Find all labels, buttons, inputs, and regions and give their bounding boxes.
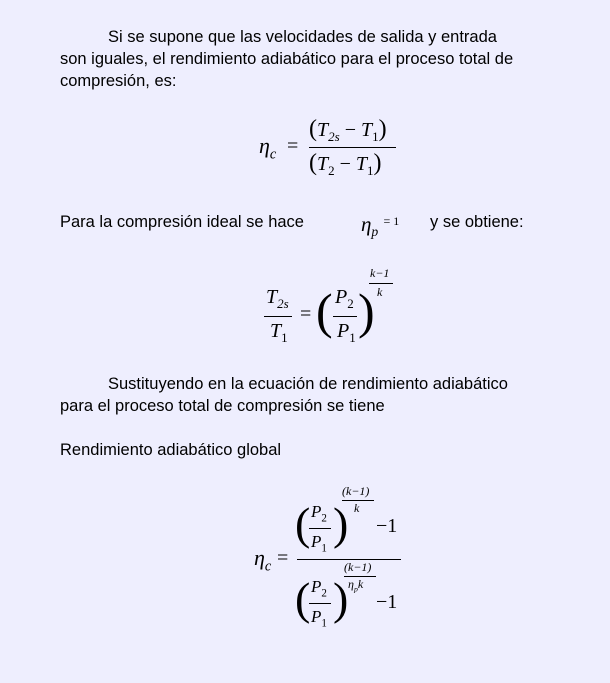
substitution-line-2: para el proceso total de compresión se tiene: [60, 397, 385, 415]
eq3-top-paren-open: (: [295, 498, 311, 549]
eta-symbol: η: [259, 133, 270, 158]
eta-symbol: η: [254, 545, 265, 570]
temp-subscript: 1: [281, 330, 288, 345]
temp-subscript: 1: [372, 129, 379, 144]
global-efficiency-heading: Rendimiento adiabático global: [60, 441, 282, 459]
pressure-symbol: P: [311, 577, 322, 596]
temp-subscript: 1: [367, 163, 374, 178]
eq1-lhs: [259, 133, 276, 163]
eq2-exponent-numerator: k−1: [370, 266, 390, 280]
eq2-lhs-fraction-bar: [264, 316, 292, 317]
temp-symbol: T: [270, 320, 282, 342]
eq3-top-denominator: [311, 532, 327, 554]
pressure-symbol: P: [311, 502, 322, 521]
eta-subscript: p: [371, 224, 379, 240]
eq3-top-fraction-bar: [309, 528, 331, 529]
substitution-paragraph: [60, 373, 600, 417]
pressure-subscript: 2: [321, 512, 327, 525]
temp-symbol: T: [317, 153, 329, 175]
eq1-denominator: [309, 150, 382, 179]
eq1-numerator: [309, 116, 387, 145]
temp-subscript: 2: [328, 163, 335, 178]
pressure-subscript: 2: [347, 296, 354, 311]
eq2-equals: =: [300, 303, 312, 325]
eq3-bottom-paren-close: ): [333, 573, 349, 624]
intro-line-3: compresión, es:: [60, 72, 177, 90]
eq1-fraction-bar: [309, 147, 396, 148]
eq2-exponent-bar: [369, 283, 393, 284]
eq3-top-paren-close: ): [333, 498, 349, 549]
eq-ideal-efficiency: [361, 212, 399, 240]
eq3-top-numerator: [311, 502, 327, 524]
eta-symbol: η: [348, 577, 354, 591]
eq3-top-minus-one: −1: [376, 515, 398, 537]
pressure-subscript: 1: [321, 542, 327, 555]
eq3-bottom-fraction-bar: [309, 603, 331, 604]
k-symbol: k: [357, 577, 364, 591]
minus-sign: −: [344, 119, 356, 141]
temp-symbol: T: [360, 119, 373, 141]
paren-close: ): [378, 116, 387, 142]
temp-symbol: T: [355, 153, 368, 175]
eq1-equals: =: [287, 135, 299, 157]
pressure-symbol: P: [311, 532, 322, 551]
eq3-equals: =: [277, 547, 289, 569]
paren-open: (: [309, 150, 317, 176]
temp-subscript: 2s: [328, 129, 340, 144]
ideal-compression-left: Para la compresión ideal se hace: [60, 213, 304, 231]
eq2-lhs-denominator: [270, 320, 288, 346]
pressure-subscript: 2: [321, 587, 327, 600]
pressure-subscript: 1: [349, 330, 356, 345]
eta-symbol: η: [361, 212, 372, 236]
eq3-bottom-exponent-numerator: (k−1): [344, 560, 372, 574]
eq3-lhs: [254, 545, 271, 575]
eq2-exponent-denominator: k: [377, 285, 383, 299]
paren-open: (: [309, 116, 317, 142]
temp-symbol: T: [317, 119, 329, 141]
eq2-rhs-fraction-bar: [333, 316, 357, 317]
eta-subscript: c: [264, 558, 272, 575]
paren-close: ): [373, 150, 382, 176]
eq3-bottom-minus-one: −1: [376, 591, 398, 613]
eq3-bottom-numerator: [311, 577, 327, 599]
eq2-paren-open: (: [316, 283, 333, 339]
temp-subscript: 2s: [277, 296, 289, 311]
minus-sign: −: [339, 153, 351, 175]
intro-paragraph: [60, 26, 600, 92]
eq2-lhs-numerator: [266, 286, 289, 312]
eq2-rhs-denominator: [337, 320, 356, 346]
temp-symbol: T: [266, 286, 278, 308]
intro-line-1: Si se supone que las velocidades de salida y entrada: [108, 28, 497, 46]
eta-subscript: c: [269, 146, 277, 163]
ideal-compression-right: y se obtiene:: [430, 213, 524, 231]
eq2-rhs-numerator: [335, 286, 354, 312]
eq3-bottom-exponent-denominator: [348, 577, 363, 593]
ideal-equals-one: = 1: [383, 214, 400, 228]
eq3-top-exponent-numerator: (k−1): [342, 484, 370, 498]
pressure-symbol: P: [335, 286, 348, 308]
pressure-symbol: P: [311, 607, 322, 626]
pressure-subscript: 1: [321, 617, 327, 630]
eq3-bottom-paren-open: (: [295, 573, 311, 624]
intro-line-2: son iguales, el rendimiento adiabático para el proceso total de: [60, 50, 514, 68]
pressure-symbol: P: [337, 320, 350, 342]
eta-subscript: p: [353, 584, 358, 594]
substitution-line-1: Sustituyendo en la ecuación de rendimiento adiabático: [108, 375, 508, 393]
eq3-top-exponent-denominator: k: [354, 501, 360, 515]
eq3-bottom-denominator: [311, 607, 327, 629]
eq2-paren-close: ): [358, 283, 375, 339]
